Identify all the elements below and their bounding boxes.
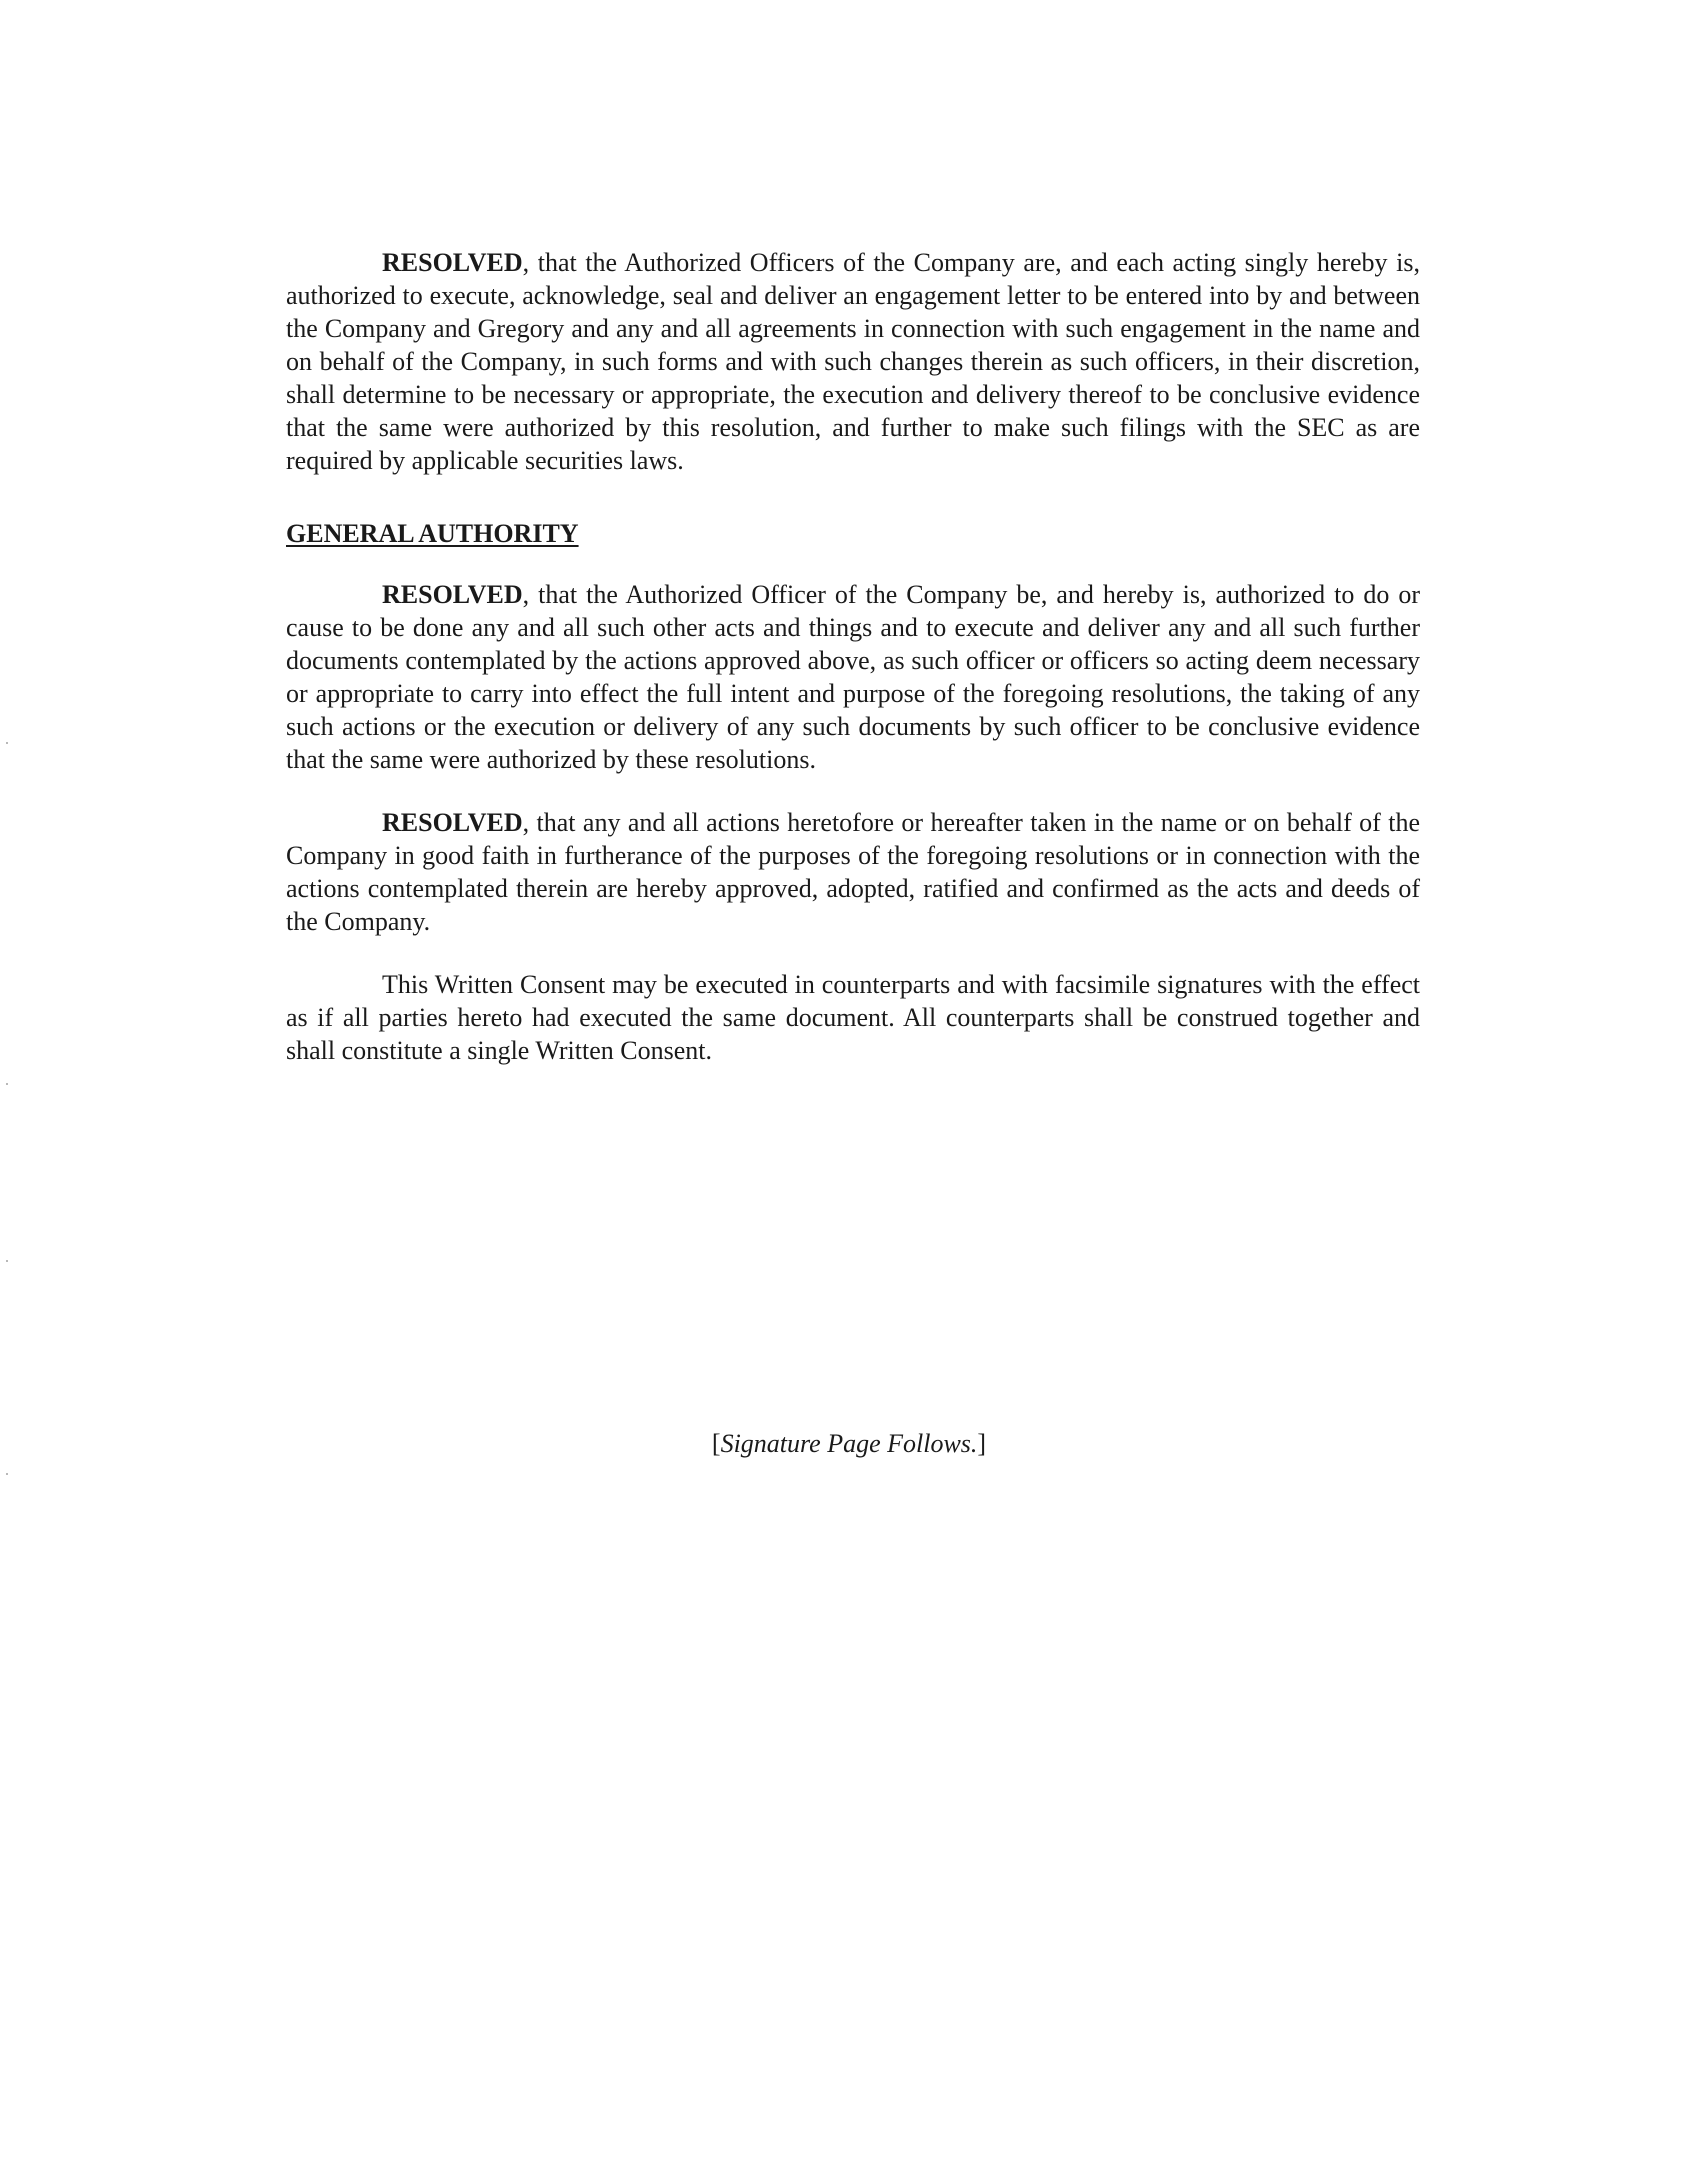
resolution-text: , that the Authorized Officer of the Company be, and hereby is, authorized to do or cause to be done any and all such other acts and things and to execute and deliver any and all such further documents contemplated by the actions approved above, as such officer or officers so acting deem necessary or appropriate to carry into effect the full intent and purpose of the foregoing resolutions, the taking of any such actions or the execution or delivery of any such documents by such officer to be conclusive evidence that the same were authorized by these resolutions. (286, 580, 1420, 774)
bracket-open: [ (711, 1429, 721, 1458)
counterparts-text: This Written Consent may be executed in counterparts and with facsimile signatures with the effect as if all parties hereto had executed the same document. All counterparts shall be construed together and shall constitute a single Written Consent. (286, 970, 1420, 1065)
resolved-label: RESOLVED (382, 248, 523, 277)
signature-page-note (0, 1427, 1698, 1460)
resolved-label: RESOLVED (382, 808, 523, 837)
counterparts-clause (286, 968, 1420, 1067)
resolution-engagement-letter (286, 246, 1420, 477)
resolved-label: RESOLVED (382, 580, 523, 609)
resolution-general-authority (286, 578, 1420, 776)
resolution-ratification (286, 806, 1420, 938)
scan-artifact (6, 1260, 8, 1262)
document-body (286, 246, 1420, 1067)
resolution-text: , that the Authorized Officers of the Company are, and each acting singly hereby is, authorized to execute, acknowledge, seal and deliver an engagement letter to be entered into by and between the Company and Gregory and any and all agreements in connection with such engagement in the name and on behalf of the Company, in such forms and with such changes therein as such officers, in their discretion, shall determine to be necessary or appropriate, the execution and delivery thereof to be conclusive evidence that the same were authorized by this resolution, and further to make such filings with the SEC as are required by applicable securities laws. (286, 248, 1420, 475)
resolution-text: , that any and all actions heretofore or hereafter taken in the name or on behalf of the Company in good faith in furtherance of the purposes of the foregoing resolutions or in connection with the actions contemplated therein are hereby approved, adopted, ratified and confirmed as the acts and deeds of the Company. (286, 808, 1420, 936)
signature-page-follows: Signature Page Follows. (720, 1429, 978, 1458)
bracket-close: ] (977, 1429, 987, 1458)
scan-artifact (6, 1083, 8, 1085)
scan-artifact (6, 742, 8, 744)
section-heading-general-authority: GENERAL AUTHORITY (286, 519, 579, 548)
scan-artifact (6, 1473, 8, 1475)
